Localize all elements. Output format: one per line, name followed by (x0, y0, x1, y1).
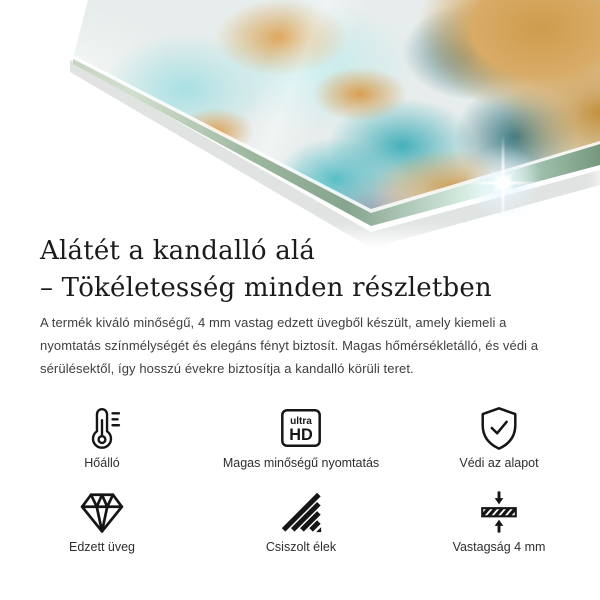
diamond-icon (76, 489, 128, 535)
product-description: A termék kiváló minőségű, 4 mm vastag edzett üvegből készült, amely kiemeli a nyomtatás színmélységét és elegáns fényt biztosít. Magas hőmérsékletálló, és védi a sérülésektől, így hosszú évekre biztosítja a kandalló körüli teret. (40, 315, 539, 376)
page-title (40, 233, 492, 307)
thickness-icon (476, 488, 522, 536)
feature-label: Hőálló (84, 456, 120, 470)
feature-label: Magas minőségű nyomtatás (222, 456, 380, 470)
feature-heat-resistant (40, 403, 164, 471)
shield-check-icon (476, 404, 522, 452)
product-image (0, 0, 600, 235)
feature-tempered-glass (40, 487, 164, 555)
ultra-hd-icon (278, 405, 324, 451)
feature-label: Edzett üveg (68, 540, 135, 554)
feature-thickness (438, 487, 560, 555)
feature-print-quality (164, 403, 438, 471)
title-line-2: – Tökéletesség minden részletben (40, 273, 492, 303)
feature-label: Védi az alapot (459, 456, 539, 470)
svg-text:HD: HD (289, 425, 313, 444)
feature-grid (40, 403, 560, 555)
title-line-1: Alátét a kandalló alá (40, 236, 316, 266)
feature-label: Csiszolt élek (265, 540, 337, 554)
feature-polished-edges (164, 487, 438, 555)
thermometer-icon (80, 404, 124, 452)
polished-edge-icon (277, 490, 325, 534)
feature-protects-base (438, 403, 560, 471)
feature-label: Vastagság 4 mm (452, 540, 546, 554)
svg-text:ultra: ultra (290, 416, 312, 428)
